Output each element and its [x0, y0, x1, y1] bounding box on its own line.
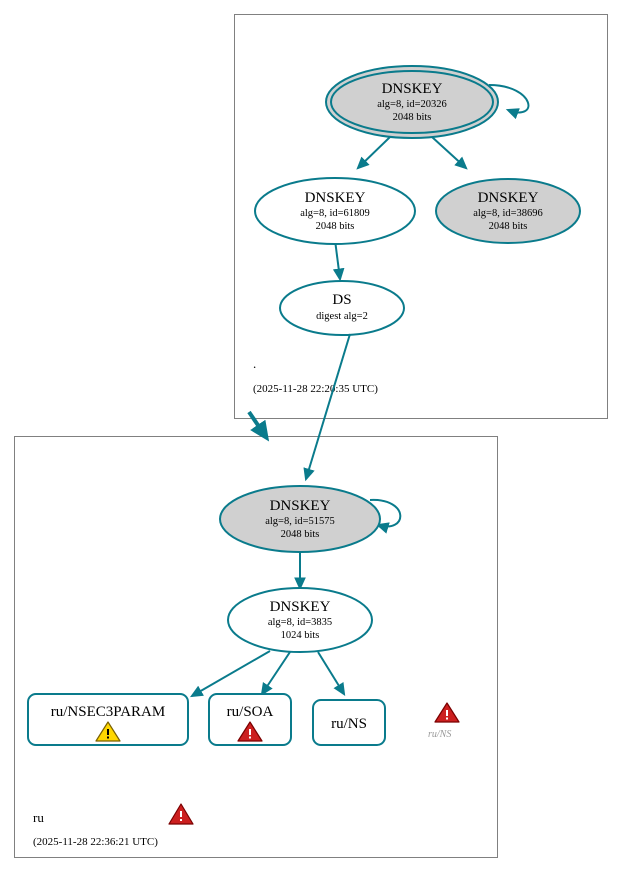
node-rrset-nsec3param-label: ru/NSEC3PARAM: [50, 704, 166, 720]
node-dnskey-3835-bits: 1024 bits: [280, 630, 320, 641]
edge-ksk20326-to-zsk38696: [432, 137, 466, 168]
edge-root-zone-to-ru-zone: [249, 412, 266, 437]
node-dnskey-3835-alg: alg=8, id=3835: [267, 617, 333, 628]
node-ds[interactable]: [280, 281, 404, 335]
node-rrset-soa-label: ru/SOA: [226, 704, 274, 720]
node-dnskey-20326-title: DNSKEY: [381, 81, 443, 97]
zone-timestamp-root: (2025-11-28 22:20:35 UTC): [253, 383, 378, 395]
zone-label-root: .: [253, 356, 257, 371]
node-dnskey-3835-title: DNSKEY: [269, 599, 331, 615]
zone-timestamp-ru: (2025-11-28 22:36:21 UTC): [33, 836, 158, 848]
node-dnskey-38696-title: DNSKEY: [477, 190, 539, 206]
node-dnskey-51575-alg: alg=8, id=51575: [265, 516, 335, 527]
edge-dnskey-3835-to-nsec3param: [192, 651, 270, 696]
node-ds-title: DS: [332, 292, 352, 308]
node-dnskey-51575-bits: 2048 bits: [280, 529, 320, 540]
node-ds-digest: digest alg=2: [316, 311, 368, 322]
error-triangle-icon-ns-nonexistent: [435, 703, 459, 722]
node-rrset-ns-nonexistent-label: ru/NS: [428, 729, 452, 740]
node-dnskey-20326-bits: 2048 bits: [392, 112, 432, 123]
node-dnskey-61809-title: DNSKEY: [304, 190, 366, 206]
node-dnskey-38696-alg: alg=8, id=38696: [473, 208, 543, 219]
edge-dnskey-3835-to-soa: [262, 652, 290, 694]
edge-dnskey-3835-to-ns: [318, 652, 344, 694]
edge-ksk20326-to-zsk61809: [358, 137, 390, 168]
node-dnskey-38696-bits: 2048 bits: [488, 221, 528, 232]
node-rrset-ns-label: ru/NS: [331, 716, 367, 732]
node-dnskey-61809-alg: alg=8, id=61809: [300, 208, 370, 219]
node-dnskey-51575-title: DNSKEY: [269, 498, 331, 514]
zone-label-ru: ru: [33, 810, 44, 825]
node-dnskey-61809-bits: 2048 bits: [315, 221, 355, 232]
edge-zsk61809-to-ds: [335, 240, 340, 279]
error-triangle-icon-zone-ru: [169, 804, 193, 824]
node-dnskey-20326-alg: alg=8, id=20326: [377, 99, 447, 110]
edge-ds-to-dnskey-51575: [306, 334, 350, 479]
